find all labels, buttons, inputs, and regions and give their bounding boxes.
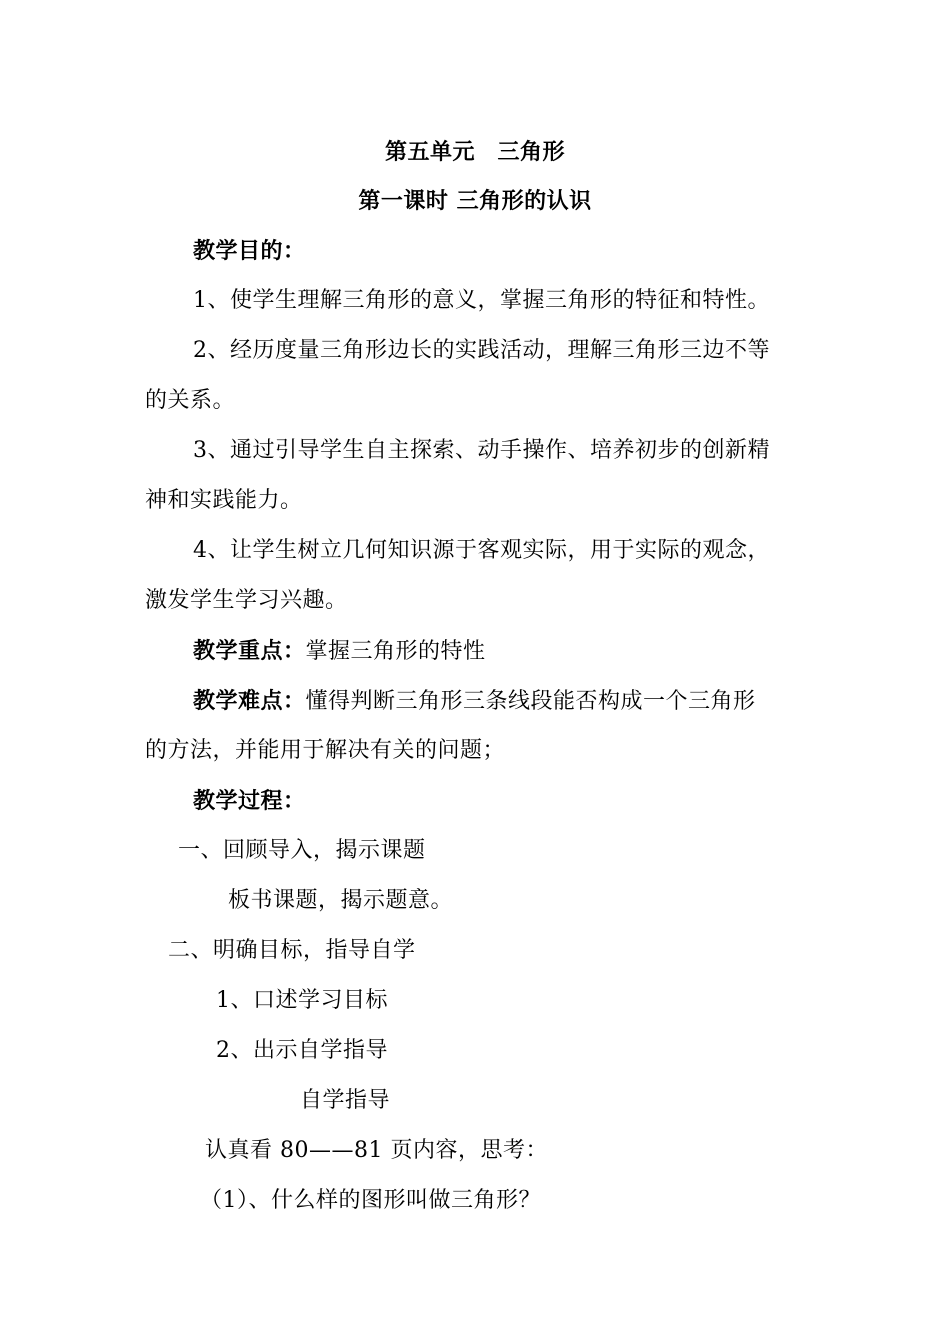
process-heading: 教学过程：: [193, 788, 306, 814]
process-step-2-item-1: 1、口述学习目标: [216, 988, 388, 1013]
lesson-title: 第一课时 三角形的认识: [358, 188, 592, 214]
process-step-1: 一、回顾导入，揭示课题: [178, 838, 426, 863]
key-point-text: 掌握三角形的特性: [305, 639, 486, 664]
objectives-heading: 教学目的：: [193, 238, 306, 264]
unit-title: 第五单元 三角形: [384, 139, 565, 165]
objective-2-line-2: 的关系。: [145, 388, 236, 413]
objective-3-line-1: 3、通过引导学生自主探索、动手操作、培养初步的创新精: [193, 438, 770, 463]
self-study-question-1: （1）、什么样的图形叫做三角形？: [200, 1188, 541, 1213]
difficulty-label: 教学难点：: [193, 688, 306, 714]
objective-1: 1、使学生理解三角形的意义，掌握三角形的特征和特性。: [193, 288, 770, 313]
objective-4-line-1: 4、让学生树立几何知识源于客观实际，用于实际的观念，: [193, 538, 770, 563]
objective-4-line-2: 激发学生学习兴趣。: [145, 588, 348, 613]
objective-2-line-1: 2、经历度量三角形边长的实践活动，理解三角形三边不等: [193, 338, 770, 363]
difficulty: [193, 686, 756, 717]
difficulty-text-line-2: 的方法，并能用于解决有关的问题；: [145, 738, 506, 763]
self-study-guide-title: 自学指导: [300, 1088, 391, 1113]
difficulty-text-line-1: 懂得判断三角形三条线段能否构成一个三角形: [305, 689, 756, 714]
key-point-label: 教学重点：: [193, 638, 306, 664]
objective-3-line-2: 神和实践能力。: [145, 488, 303, 513]
process-step-1-detail: 板书课题，揭示题意。: [228, 888, 454, 913]
self-study-guide-intro: 认真看 80——81 页内容，思考：: [205, 1138, 548, 1163]
process-step-2-item-2: 2、出示自学指导: [216, 1038, 388, 1063]
key-point: [193, 636, 486, 667]
process-step-2: 二、明确目标，指导自学: [168, 938, 416, 963]
